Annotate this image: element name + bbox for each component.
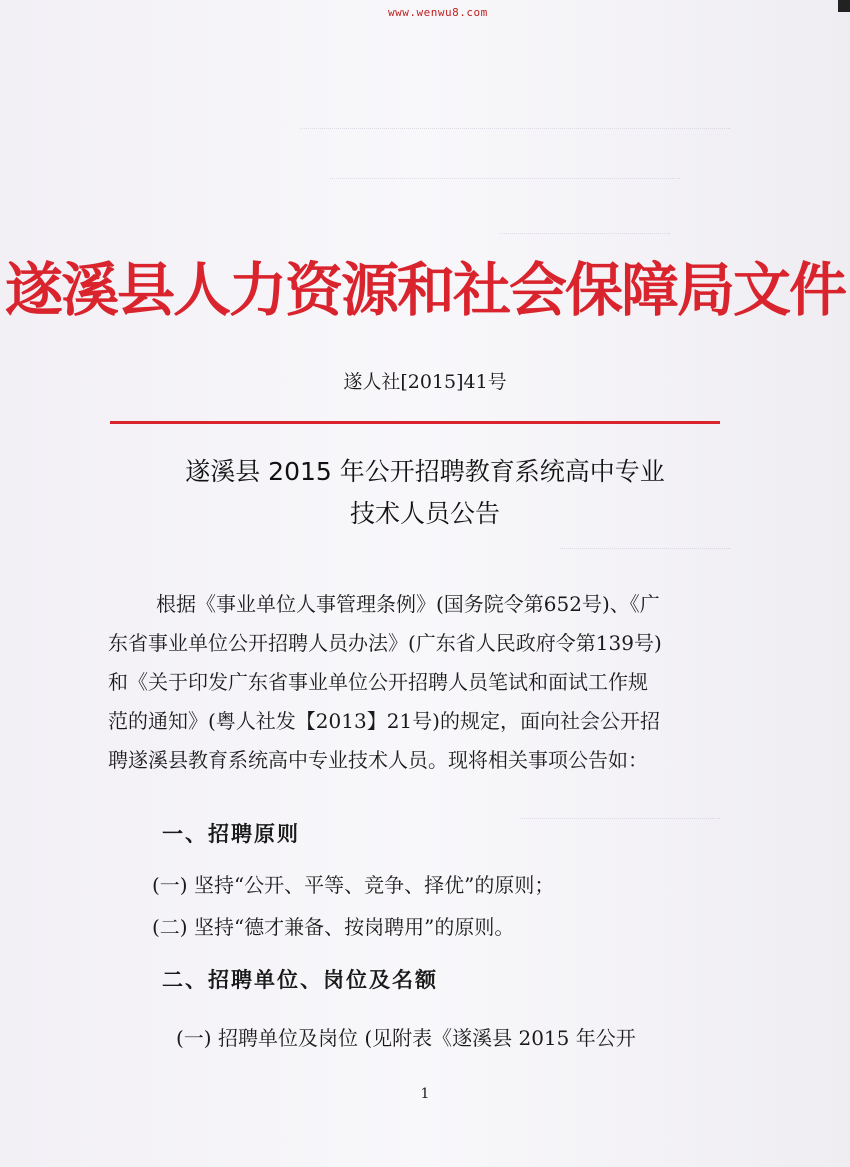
bleed-through-line: [500, 215, 670, 234]
scan-corner-mark: [838, 0, 850, 12]
bleed-through-line: [520, 800, 720, 819]
intro-line: 东省事业单位公开招聘人员办法》(广东省人民政府令第139号): [108, 631, 662, 655]
page-number: 1: [420, 1086, 430, 1102]
issuer-title: 遂溪县人力资源和社会保障局文件: [4, 256, 845, 324]
intro-line: 根据《事业单位人事管理条例》(国务院令第652号)、《广: [156, 592, 660, 616]
red-divider: [110, 421, 720, 424]
section1-item1: (一) 坚持“公开、平等、竞争、择优”的原则；: [152, 873, 555, 897]
notice-title-line1: 遂溪县 2015 年公开招聘教育系统高中专业: [185, 457, 665, 486]
intro-line: 范的通知》(粤人社发【2013】21号)的规定，面向社会公开招: [108, 709, 660, 733]
section1-heading: 一、招聘原则: [162, 821, 300, 846]
section1-item2: (二) 坚持“德才兼备、按岗聘用”的原则。: [152, 915, 515, 939]
bleed-through-line: [560, 530, 730, 549]
intro-line: 聘遂溪县教育系统高中专业技术人员。现将相关事项公告如：: [108, 748, 648, 772]
bleed-through-line: [300, 110, 730, 129]
watermark-url: www.wenwu8.com: [388, 6, 488, 19]
document-number: 遂人社[2015]41号: [343, 371, 507, 393]
section2-item1: (一) 招聘单位及岗位 (见附表《遂溪县 2015 年公开: [176, 1026, 636, 1050]
notice-title-line2: 技术人员公告: [349, 499, 500, 528]
intro-paragraph: [108, 585, 728, 780]
intro-line: 和《关于印发广东省事业单位公开招聘人员笔试和面试工作规: [108, 670, 648, 694]
section2-heading: 二、招聘单位、岗位及名额: [162, 967, 438, 992]
bleed-through-line: [330, 160, 680, 179]
